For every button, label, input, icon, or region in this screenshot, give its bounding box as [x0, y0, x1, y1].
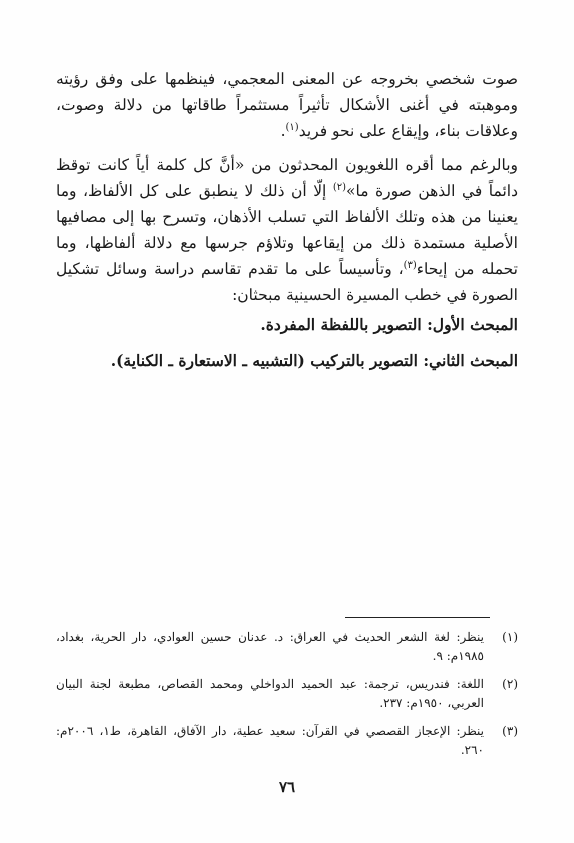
page-number: ٧٦: [278, 778, 296, 796]
footnote-1: [56, 628, 518, 666]
section-heading-2: المبحث الثاني: التصوير بالتركيب (التشبيه ـ الاستعارة ـ الكناية).: [110, 351, 518, 370]
footnote-3: [56, 722, 518, 760]
paragraph-2-text-a: وبالرغم مما أقره اللغويون المحدثون من «أنَّ كل كلمة أياً كانت توقظ دائماً في الذهن صورة ما»: [56, 156, 518, 200]
footnote-ref-2[interactable]: (٢): [332, 181, 347, 193]
section-heading-1: المبحث الأول: التصوير باللفظة المفردة.: [260, 315, 518, 334]
paragraph-2-text-b: إلّا أن ذلك لا ينطبق على كل الألفاظ، وما يعنينا من هذه وتلك الألفاظ التي تسلب الأذهان، وتسرح بها إلى مصافيها الأصلية مستمدة ذلك من إيقاعها وتلاؤم جرسها مع دلالة ألفاظها، وما تحمله من إيحاء: [56, 182, 518, 278]
footnote-separator: [345, 617, 490, 618]
paragraph-1-text: صوت شخصي بخروجه عن المعنى المعجمي، فينظمها على وفق رؤيته وموهبته في أغنى الأشكال تأثيراً مستثمراً طاقاتها من دلالة وصوت، وعلاقات بناء، وإيقاع على نحو فريد: [56, 70, 518, 140]
footnote-number: (١): [502, 630, 518, 644]
footnote-text: اللغة: فندريس، ترجمة: عبد الحميد الدواخلي ومحمد القصاص، مطبعة لجنة البيان العربي، ١٩٥٠م: ٢٣٧.: [56, 677, 484, 710]
footnote-ref-1[interactable]: (١): [285, 121, 299, 133]
footnotes: [56, 628, 518, 769]
footnote-ref-3[interactable]: (٣): [403, 259, 417, 271]
footnote-number: (٣): [502, 724, 518, 738]
paragraph-1: [56, 66, 518, 144]
footnote-text: ينظر: الإعجاز القصصي في القرآن: سعيد عطية، دار الآفاق، القاهرة، ط١، ٢٠٠٦م: ٢٦٠.: [56, 724, 484, 757]
footnote-2: [56, 675, 518, 713]
main-text: [56, 66, 518, 374]
paragraph-1-end: .: [280, 122, 286, 140]
footnote-text: ينظر: لغة الشعر الحديث في العراق: د. عدنان حسين العوادي، دار الحرية، بغداد، ١٩٨٥م: ٩.: [56, 630, 484, 663]
paragraph-2: [56, 152, 518, 308]
footnote-number: (٢): [502, 677, 518, 691]
paragraph-2-text-c: ، وتأسيساً على ما تقدم تقاسم دراسة وسائل تشكيل الصورة في خطب المسيرة الحسينية مبحثان:: [56, 260, 518, 304]
